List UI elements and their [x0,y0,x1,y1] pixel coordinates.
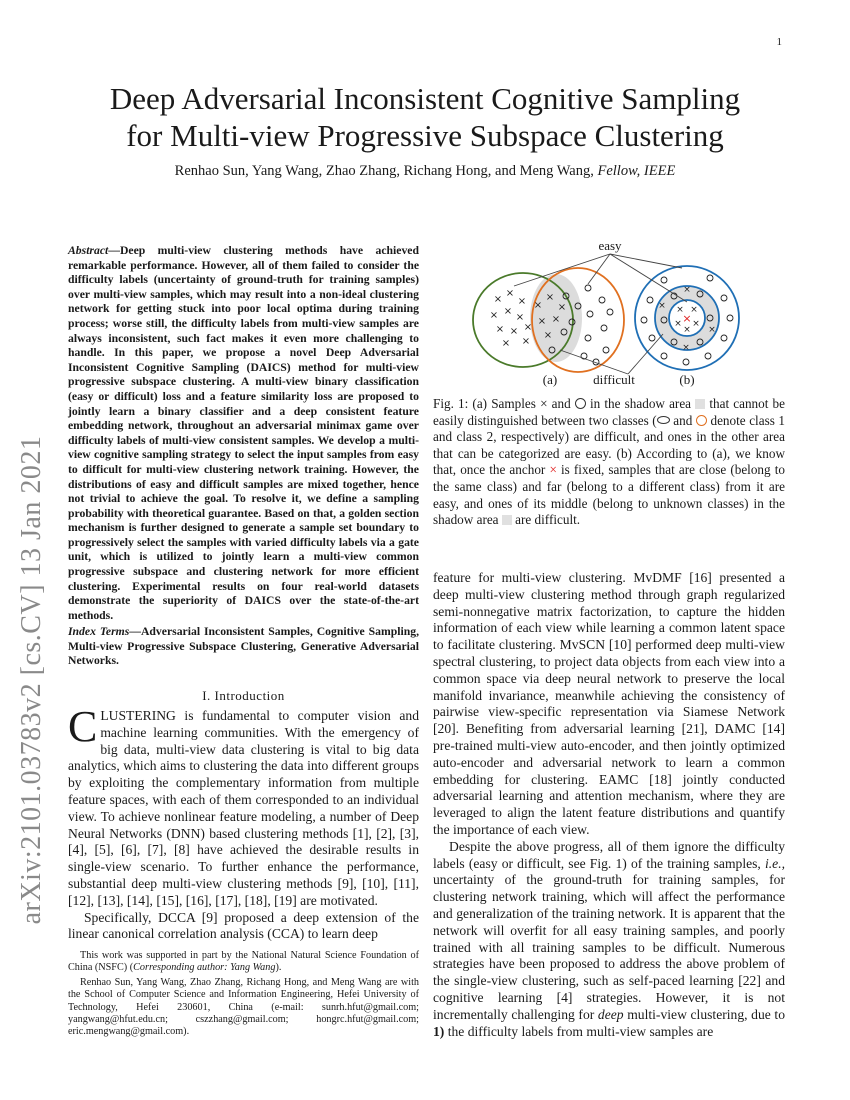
footnotes [68,950,419,1041]
figure-part-a [473,268,624,372]
svg-text:×: × [658,301,666,311]
svg-text:×: × [690,305,698,315]
drop-cap: C [68,702,98,751]
svg-text:×: × [505,288,515,299]
title-line-2: for Multi-view Progressive Subspace Clustering [126,118,724,153]
label-difficult: difficult [593,372,635,387]
svg-text:×: × [515,312,525,323]
arxiv-sidebar [15,435,47,925]
anchor-glyph: × [549,462,557,478]
svg-text:×: × [676,305,684,315]
footnote-affiliation: Renhao Sun, Yang Wang, Zhao Zhang, Richang Hong, and Meng Wang are with the School of Computer Science and Information Engineering, Hefei University of Technology, Hefei 230601, China (e-mail: sunrh.hfut@gmail.com; yangwang@hfut.edu.cn; cszzhang@gmail.com; hongrc.hfut@gmail.com; eric.mengwang@gmail.com). [68,976,419,1038]
label-easy: easy [598,238,622,253]
index-terms-text: —Adversarial Inconsistent Samples, Cognitive Sampling, Multi-view Progressive Subspace Clustering, Generative Adversarial Networks. [68,625,420,668]
abstract-label: Abstract [68,244,109,257]
svg-text:×: × [509,326,519,337]
svg-text:×: × [708,325,716,335]
svg-text:×: × [551,314,561,325]
class-2-icon [696,415,707,426]
index-terms [68,625,419,669]
footnote-funding: This work was supported in part by the National Natural Science Foundation of China (NSFC) (Corresponding author: Yang Wang). [68,950,419,974]
paper-title [60,80,790,154]
svg-text:×: × [537,316,547,327]
svg-text:×: × [503,306,513,317]
right-paragraph-2: Despite the above progress, all of them ignore the difficulty labels (easy or difficult, see Fig. 1) of the training samples, i.e., uncertainty of the ground-truth for training samples, for clustering network training, which will affect the performance and generalization of the training network. It is apparent that the network will overfit for all easy training samples, and poorly trained with all training samples to be difficult. Numerous strategies have been proposed to address the above problem of the single-view clustering, such as self-paced learning [22] and cognitive learning [4] strategies. However, it is not incrementally challenging for deep multi-view clustering, due to 1) the difficulty labels from multi-view samples are [433,838,785,1039]
intro-column [68,702,419,943]
page-number: 1 [776,36,782,48]
svg-text:×: × [682,343,690,353]
label-b: (b) [679,372,695,387]
svg-text:×: × [683,285,691,295]
class-1-icon [657,416,670,424]
svg-text:×: × [489,310,499,321]
shadow-area-icon-2 [502,515,512,525]
right-paragraph-1: feature for multi-view clustering. MvDMF [16] presented a deep multi-view clustering method through graph regularized semi-nonnegative matrix factorization, to capture the hidden information of each view while learning a common latent space to facilitate clustering. MvSCN [10] performed deep multi-view spectral clustering, to project data objects from each view into a common space via deep neural network to preserve the local manifold invariance, meanwhile achieving the consistency of pairwise view-specific representation via Siamese Network [20]. Benefiting from adversarial learning [21], DAMC [14] pre-trained multi-view auto-encoder, and then jointly optimized auto-encoder and adversarial network to learn a common embedding for clustering. EAMC [18] jointly conducted adversarial learning and attention mechanism, where they are leveraged to align the latent feature distributions and quantify the importance of each view. [433,570,785,837]
svg-text:×: × [545,292,555,303]
title-line-1: Deep Adversarial Inconsistent Cognitive Sampling [109,81,741,116]
right-column-text [433,570,785,1040]
svg-text:×: × [521,336,531,347]
svg-text:×: × [692,319,700,329]
x-sample-glyph: × [540,396,548,411]
svg-text:×: × [674,319,682,329]
svg-text:×: × [533,300,543,311]
svg-text:×: × [523,322,533,333]
svg-text:×: × [493,294,503,305]
circle-sample-icon [575,398,586,409]
abstract [68,244,419,623]
svg-text:×: × [557,302,567,313]
svg-text:×: × [543,330,553,341]
intro-paragraph-2: Specifically, DCCA [9] proposed a deep extension of the linear canonical correlation analysis (CCA) to learn deep [68,909,419,942]
authors: Renhao Sun, Yang Wang, Zhao Zhang, Richang Hong, and Meng Wang, [174,163,594,179]
label-a: (a) [542,372,558,387]
abstract-text: —Deep multi-view clustering methods have achieved remarkable performance. However, all of them failed to consider the difficulty labels (uncertainty of ground-truth for training samples) over multi-view samples, which may result into a non-ideal clustering network for getting stuck into poor local optima during training process; worse still, the difficulty labels from multi-view samples are always inconsistent, such fact makes it even more challenging to handle. In this paper, we propose a novel Deep Adversarial Inconsistent Cognitive Sampling (DAICS) method for multi-view progressive subspace clustering. A multi-view binary classification (easy or difficult) loss and a feature similarity loss are proposed to jointly learn a binary classifier and a deep consistent feature embedding network, throughout an adversarial minimax game over difficulty labels of multi-view consistent samples. We develop a multi-view cognitive sampling strategy to select the input samples from easy to difficult for multi-view clustering network training. However, the distributions of easy and difficult samples are mixed together, hence not trivial to achieve the goal. To resolve it, we define a sampling probability with theoretical guarantee. Based on that, a golden section mechanism is further designed to generate a sample set boundary to progressively select the samples with varied difficulty labels via a gate unit, which is utilized to jointly learn a multi-view common progressive subspace and clustering network for more efficient clustering. Experimental results on four real-world datasets demonstrate the superiority of DAICS over the state-of-the-art methods. [68,244,419,622]
authors-fellow: Fellow, IEEE [597,163,676,179]
arxiv-id: arXiv:2101.03783v2 [cs.CV] 13 Jan 2021 [16,435,47,925]
author-list [60,163,790,180]
svg-text:×: × [495,324,505,335]
figure-part-b [635,266,739,370]
svg-text:×: × [517,296,527,307]
figure-caption: Fig. 1: (a) Samples × and in the shadow area that cannot be easily distinguished between two classes ( and denote class 1 and class 2, respectively) are difficult, and ones in the other area that can be categorized are easy. (b) According to (a), we know that, once the anchor × is fixed, samples that are close (belong to the same class) and far (belong to a different class) from it are easy, and ones of its middle (belong to unknown classes) in the shadow area are difficult. [433,396,786,528]
section-heading: I. Introduction [202,688,285,703]
figure-1 [438,238,783,393]
index-terms-label: Index Terms [68,625,130,638]
svg-text:×: × [501,338,511,349]
anchor-x: × [682,312,692,325]
intro-paragraph-1: LUSTERING is fundamental to computer vision and machine learning communities. With the emergency of big data, multi-view data clustering is vital to big data analytics, which aims to clustering the data into different groups by exploiting the complementary information from multiple feature spaces, with each of them corresponded to an individual view. To achieve nonlinear feature modeling, a number of Deep Neural Networks (DNN) based clustering methods [1], [2], [3], [4], [5], [6], [7], [8] have achieved the desirable results in single-view scenario. To further enhance the performance, substantial deep multi-view clustering methods [9], [10], [11], [12], [13], [14], [15], [16], [17], [18], [19] are motivated. [68,708,419,908]
shadow-area-icon [695,399,705,409]
svg-text:×: × [683,325,691,335]
